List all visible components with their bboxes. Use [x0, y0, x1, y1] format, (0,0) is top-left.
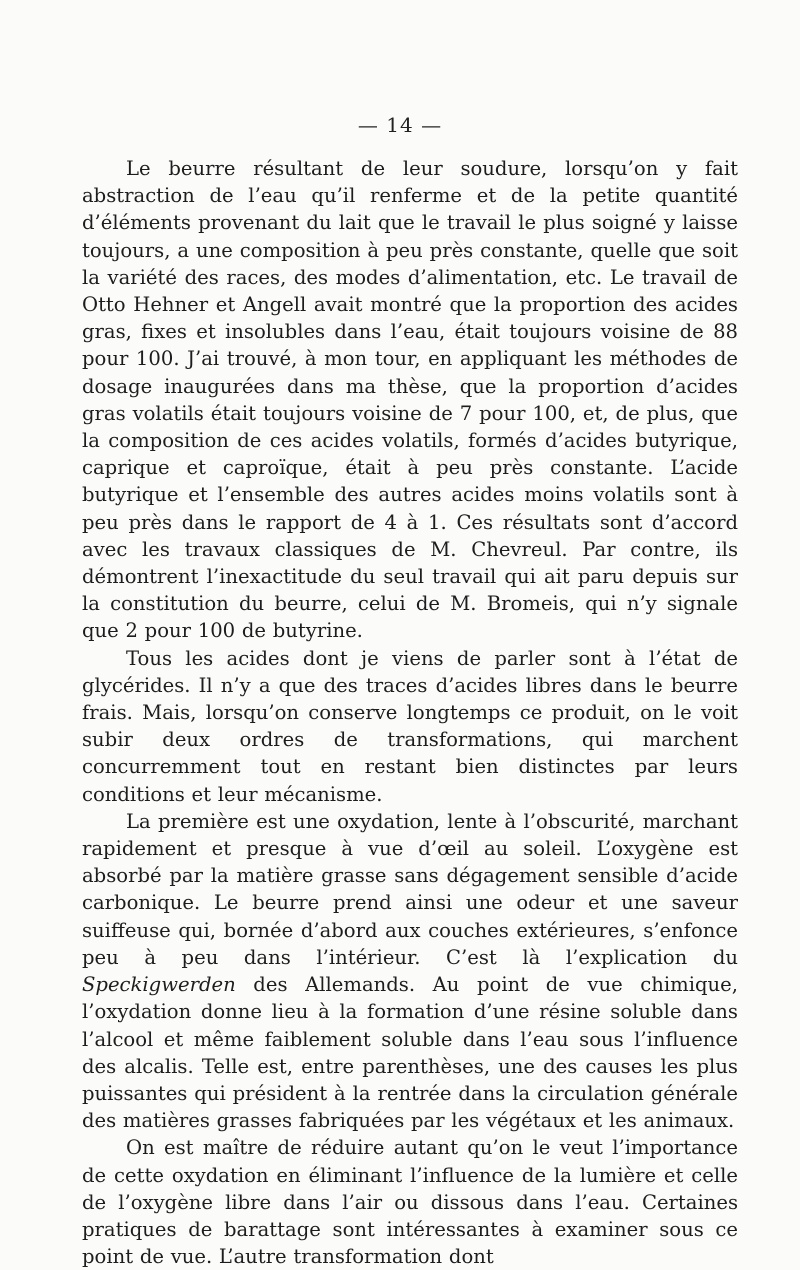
body-text: [82, 155, 738, 1270]
paragraph-1: Le beurre résultant de leur soudure, lorsqu’on y fait abstraction de l’eau qu’il renferme et de la petite quantité d’éléments provenant du lait que le travail le plus soigné y laisse toujours, a une composition à peu près constante, quelle que soit la variété des races, des modes d’alimentation, etc. Le travail de Otto Hehner et Angell avait montré que la proportion des acides gras, fixes et insolubles dans l’eau, était toujours voisine de 88 pour 100. J’ai trouvé, à mon tour, en appliquant les méthodes de dosage inaugurées dans ma thèse, que la proportion d’acides gras volatils était toujours voisine de 7 pour 100, et, de plus, que la composition de ces acides volatils, formés d’acides butyrique, caprique et caproïque, était à peu près constante. L’acide butyrique et l’ensemble des autres acides moins volatils sont à peu près dans le rapport de 4 à 1. Ces résultats sont d’accord avec les travaux classiques de M. Chevreul. Par contre, ils démontrent l’inexactitude du seul travail qui ait paru depuis sur la constitution du beurre, celui de M. Bromeis, qui n’y signale que 2 pour 100 de butyrine.: [82, 157, 738, 643]
italic-term: Speckigwerden: [82, 973, 236, 997]
paragraph-3-part-1: La première est une oxydation, lente à l’obscurité, marchant rapidement et presque à vue d’œil au soleil. L’oxygène est absorbé par la matière grasse sans dégagement sensible d’acide carbonique. Le beurre prend ainsi une odeur et une saveur suiffeuse qui, bornée d’abord aux couches extérieures, s’enfonce peu à peu dans l’intérieur. C’est là l’explication du: [82, 809, 738, 969]
paragraph-4: On est maître de réduire autant qu’on le veut l’importance de cette oxydation en éliminant l’influence de la lumière et celle de l’oxygène libre dans l’air ou dissous dans l’eau. Certaines pratiques de barattage sont intéressantes à examiner sous ce point de vue. L’autre transformation dont: [82, 1136, 738, 1269]
page-number: — 14 —: [357, 113, 443, 137]
paragraph-3-part-2: des Allemands. Au point de vue chimique, l’oxydation donne lieu à la formation d’une résine soluble dans l’alcool et même faiblement soluble dans l’eau sous l’influence des alcalis. Telle est, entre parenthèses, une des causes les plus puissantes qui président à la rentrée dans la circulation générale des matières grasses fabriquées par les végétaux et les animaux.: [82, 973, 738, 1133]
paragraph-3: [82, 808, 738, 1134]
paragraph-2: Tous les acides dont je viens de parler sont à l’état de glycérides. Il n’y a que des traces d’acides libres dans le beurre frais. Mais, lorsqu’on conserve longtemps ce produit, on le voit subir deux ordres de transformations, qui marchent concurremment tout en restant bien distinctes par leurs conditions et leur mécanisme.: [82, 646, 738, 806]
